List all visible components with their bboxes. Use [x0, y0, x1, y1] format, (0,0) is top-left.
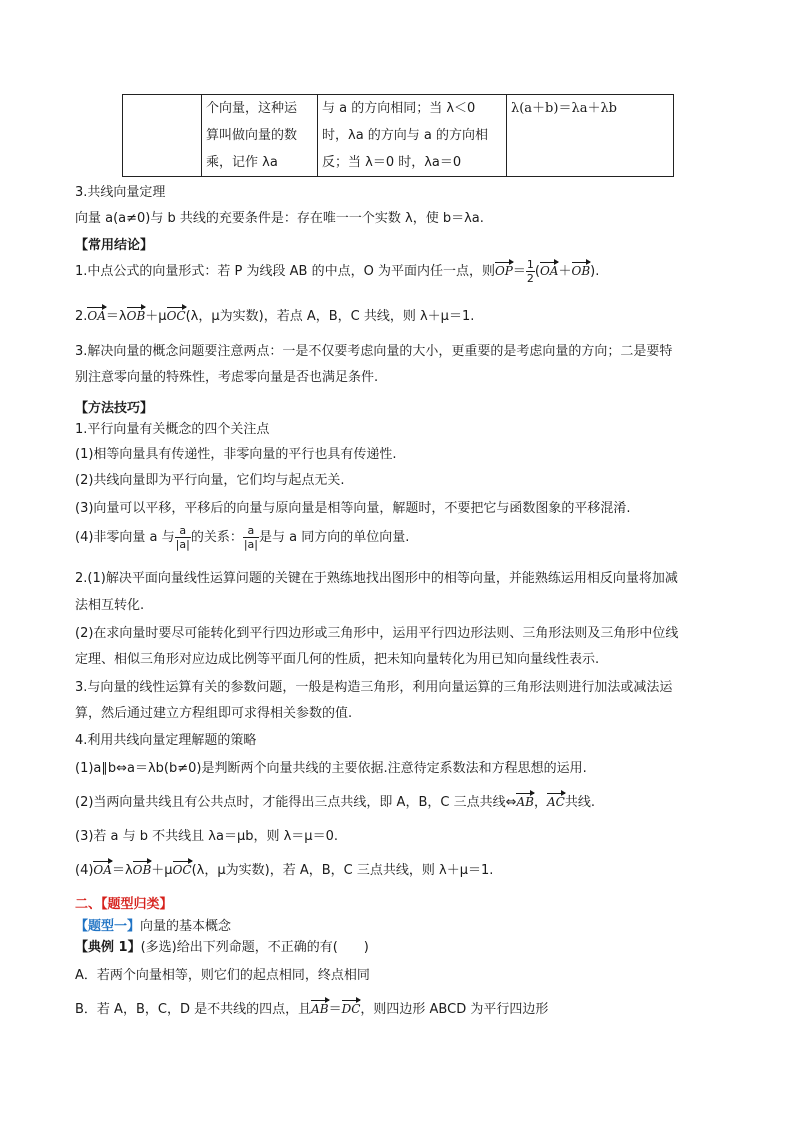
option-b-text: B．若 A，B，C，D 是不共线的四点，且: [75, 1002, 312, 1017]
method-2-line1: 2.(1)解决平面向量线性运算问题的关键在于熟练地找出图形中的相等向量，并能熟练运用相反向量将加减: [75, 571, 678, 586]
option-b-tail: ，则四边形 ABCD 为平行四边形: [360, 1002, 549, 1017]
cell-line: 反；当 λ＝0 时，λa＝0: [322, 155, 462, 170]
item-number: 2.: [75, 309, 88, 324]
vector-oc: OC: [166, 309, 186, 323]
method-1d-text: (4)非零向量 a 与: [75, 530, 175, 545]
conclusion-3-line2: 别注意零向量的特殊性，考虑零向量是否也满足条件.: [75, 370, 379, 385]
vector-dc: DC: [341, 1002, 361, 1016]
method-4b: [75, 791, 595, 810]
table-cell-definition: [202, 95, 318, 177]
part2-title: 【题型归类】: [101, 897, 173, 912]
equals: ＝: [328, 1002, 342, 1017]
fraction-denominator: |a|: [175, 538, 190, 551]
method-3-line2: 算，然后通过建立方程组即可求得相关参数的值.: [75, 706, 353, 721]
conclusion-2: [75, 305, 474, 324]
fraction-numerator: a: [243, 524, 259, 538]
section-title: 3.共线向量定理: [75, 185, 166, 200]
fraction-denominator: 2: [526, 272, 534, 285]
vector-oa: OA: [87, 309, 106, 323]
example-tag: 【典例 1】: [75, 940, 141, 955]
vector-ob: OB: [126, 309, 146, 323]
conclusion-3-line1: 3.解决向量的概念问题要注意两点：一是不仅要考虑向量的大小，更重要的是考虑向量的方向；二是要特: [75, 344, 673, 359]
equals: ＝: [512, 264, 526, 279]
method-1c: (3)向量可以平移，平移后的向量与原向量是相等向量，解题时，不要把它与函数图象的平移混淆.: [75, 501, 631, 516]
method-1a: (1)相等向量具有传递性，非零向量的平行也具有传递性.: [75, 447, 397, 462]
question-type-tag: 【题型一】: [75, 919, 141, 934]
operator: ＝λ: [111, 863, 133, 878]
vector-operations-table: [122, 94, 674, 177]
method-4a: (1)a∥b⇔a＝λb(b≠0)是判断两个向量共线的主要依据.注意待定系数法和方程思想的运用.: [75, 761, 587, 776]
fraction-half: [526, 258, 535, 285]
cell-line: 乘，记作 λa: [206, 155, 278, 170]
method-4d-tail: (λ，μ为实数)，若 A，B，C 三点共线，则 λ＋μ＝1.: [191, 863, 494, 878]
method-1d-mid: 的关系：: [190, 530, 243, 545]
method-2-line2: 法相互转化.: [75, 598, 145, 613]
question-type: [75, 915, 231, 934]
table-cell-law: [507, 95, 674, 177]
paren-end: ).: [590, 264, 600, 279]
operator: ＋μ: [145, 309, 167, 324]
method-4b-text: (2)当两向量共线且有公共点时，才能得出三点共线，即 A，B，C 三点共线⇔: [75, 795, 517, 810]
methods-heading: 【方法技巧】: [75, 401, 154, 416]
vector-ob: OB: [571, 264, 591, 278]
cell-line: λ(a＋b)＝λa＋λb: [511, 101, 618, 116]
unit-vector-fraction: [243, 524, 259, 551]
unit-vector-fraction: [175, 524, 191, 551]
method-4b-tail: 共线.: [564, 795, 595, 810]
table-cell-empty: [123, 95, 202, 177]
example-text: (多选)给出下列命题，不正确的有( ): [140, 940, 369, 955]
method-4: 4.利用共线向量定理解题的策略: [75, 733, 257, 748]
part2-prefix: 二、: [75, 897, 102, 912]
method-2b-line2: 定理、相似三角形对应边成比例等平面几何的性质，把未知向量转化为用已知向量线性表示.: [75, 652, 600, 667]
method-2b-line1: (2)在求向量时要尽可能转化到平行四边形或三角形中，运用平行四边形法则、三角形法则及三角形中位线: [75, 626, 679, 641]
separator: ，: [533, 795, 547, 810]
vector-oc: OC: [172, 863, 192, 877]
conclusion-2-tail: (λ，μ为实数)，若点 A，B，C 共线，则 λ＋μ＝1.: [185, 309, 475, 324]
method-4d: [75, 859, 493, 878]
option-a: A．若两个向量相等，则它们的起点相同，终点相同: [75, 968, 370, 983]
method-4c: (3)若 a 与 b 不共线且 λa＝μb，则 λ＝μ＝0.: [75, 829, 338, 844]
example-1: [75, 936, 369, 955]
fraction-numerator: a: [175, 524, 191, 538]
table-cell-direction: [318, 95, 507, 177]
vector-ac: AC: [546, 795, 565, 809]
theorem-text: 向量 a(a≠0)与 b 共线的充要条件是：存在唯一一个实数 λ，使 b＝λa.: [75, 211, 484, 226]
table-row: [123, 95, 674, 177]
cell-line: 时，λa 的方向与 a 的方向相: [322, 128, 489, 143]
question-type-name: 向量的基本概念: [140, 919, 232, 934]
conclusion-1-text: 1.中点公式的向量形式：若 P 为线段 AB 的中点，O 为平面内任一点，则: [75, 264, 495, 279]
vector-ob: OB: [132, 863, 152, 877]
cell-line: 与 a 的方向相同；当 λ＜0: [322, 101, 476, 116]
option-b: [75, 998, 548, 1017]
method-1b: (2)共线向量即为平行向量，它们均与起点无关.: [75, 473, 345, 488]
fraction-denominator: |a|: [243, 538, 258, 551]
cell-line: 算叫做向量的数: [206, 128, 298, 143]
operator: ＋μ: [151, 863, 173, 878]
method-1d: [75, 524, 409, 551]
conclusion-1: [75, 258, 599, 285]
item-number: (4): [75, 863, 94, 878]
vector-oa: OA: [93, 863, 112, 877]
method-1: 1.平行向量有关概念的四个关注点: [75, 422, 270, 437]
method-3-line1: 3.与向量的线性运算有关的参数问题，一般是构造三角形，利用向量运算的三角形法则进行加法或减法运: [75, 680, 673, 695]
conclusions-heading: 【常用结论】: [75, 238, 154, 253]
method-1d-tail: 是与 a 同方向的单位向量.: [258, 530, 410, 545]
vector-ab: AB: [516, 795, 534, 809]
plus: ＋: [558, 264, 572, 279]
paren: (: [534, 264, 540, 279]
fraction-numerator: 1: [526, 258, 534, 271]
part2-heading: [75, 893, 173, 912]
vector-op: OP: [494, 264, 513, 278]
vector-ab: AB: [311, 1002, 329, 1016]
operator: ＝λ: [105, 309, 127, 324]
cell-line: 个向量，这种运: [206, 101, 298, 116]
vector-oa: OA: [539, 264, 559, 278]
